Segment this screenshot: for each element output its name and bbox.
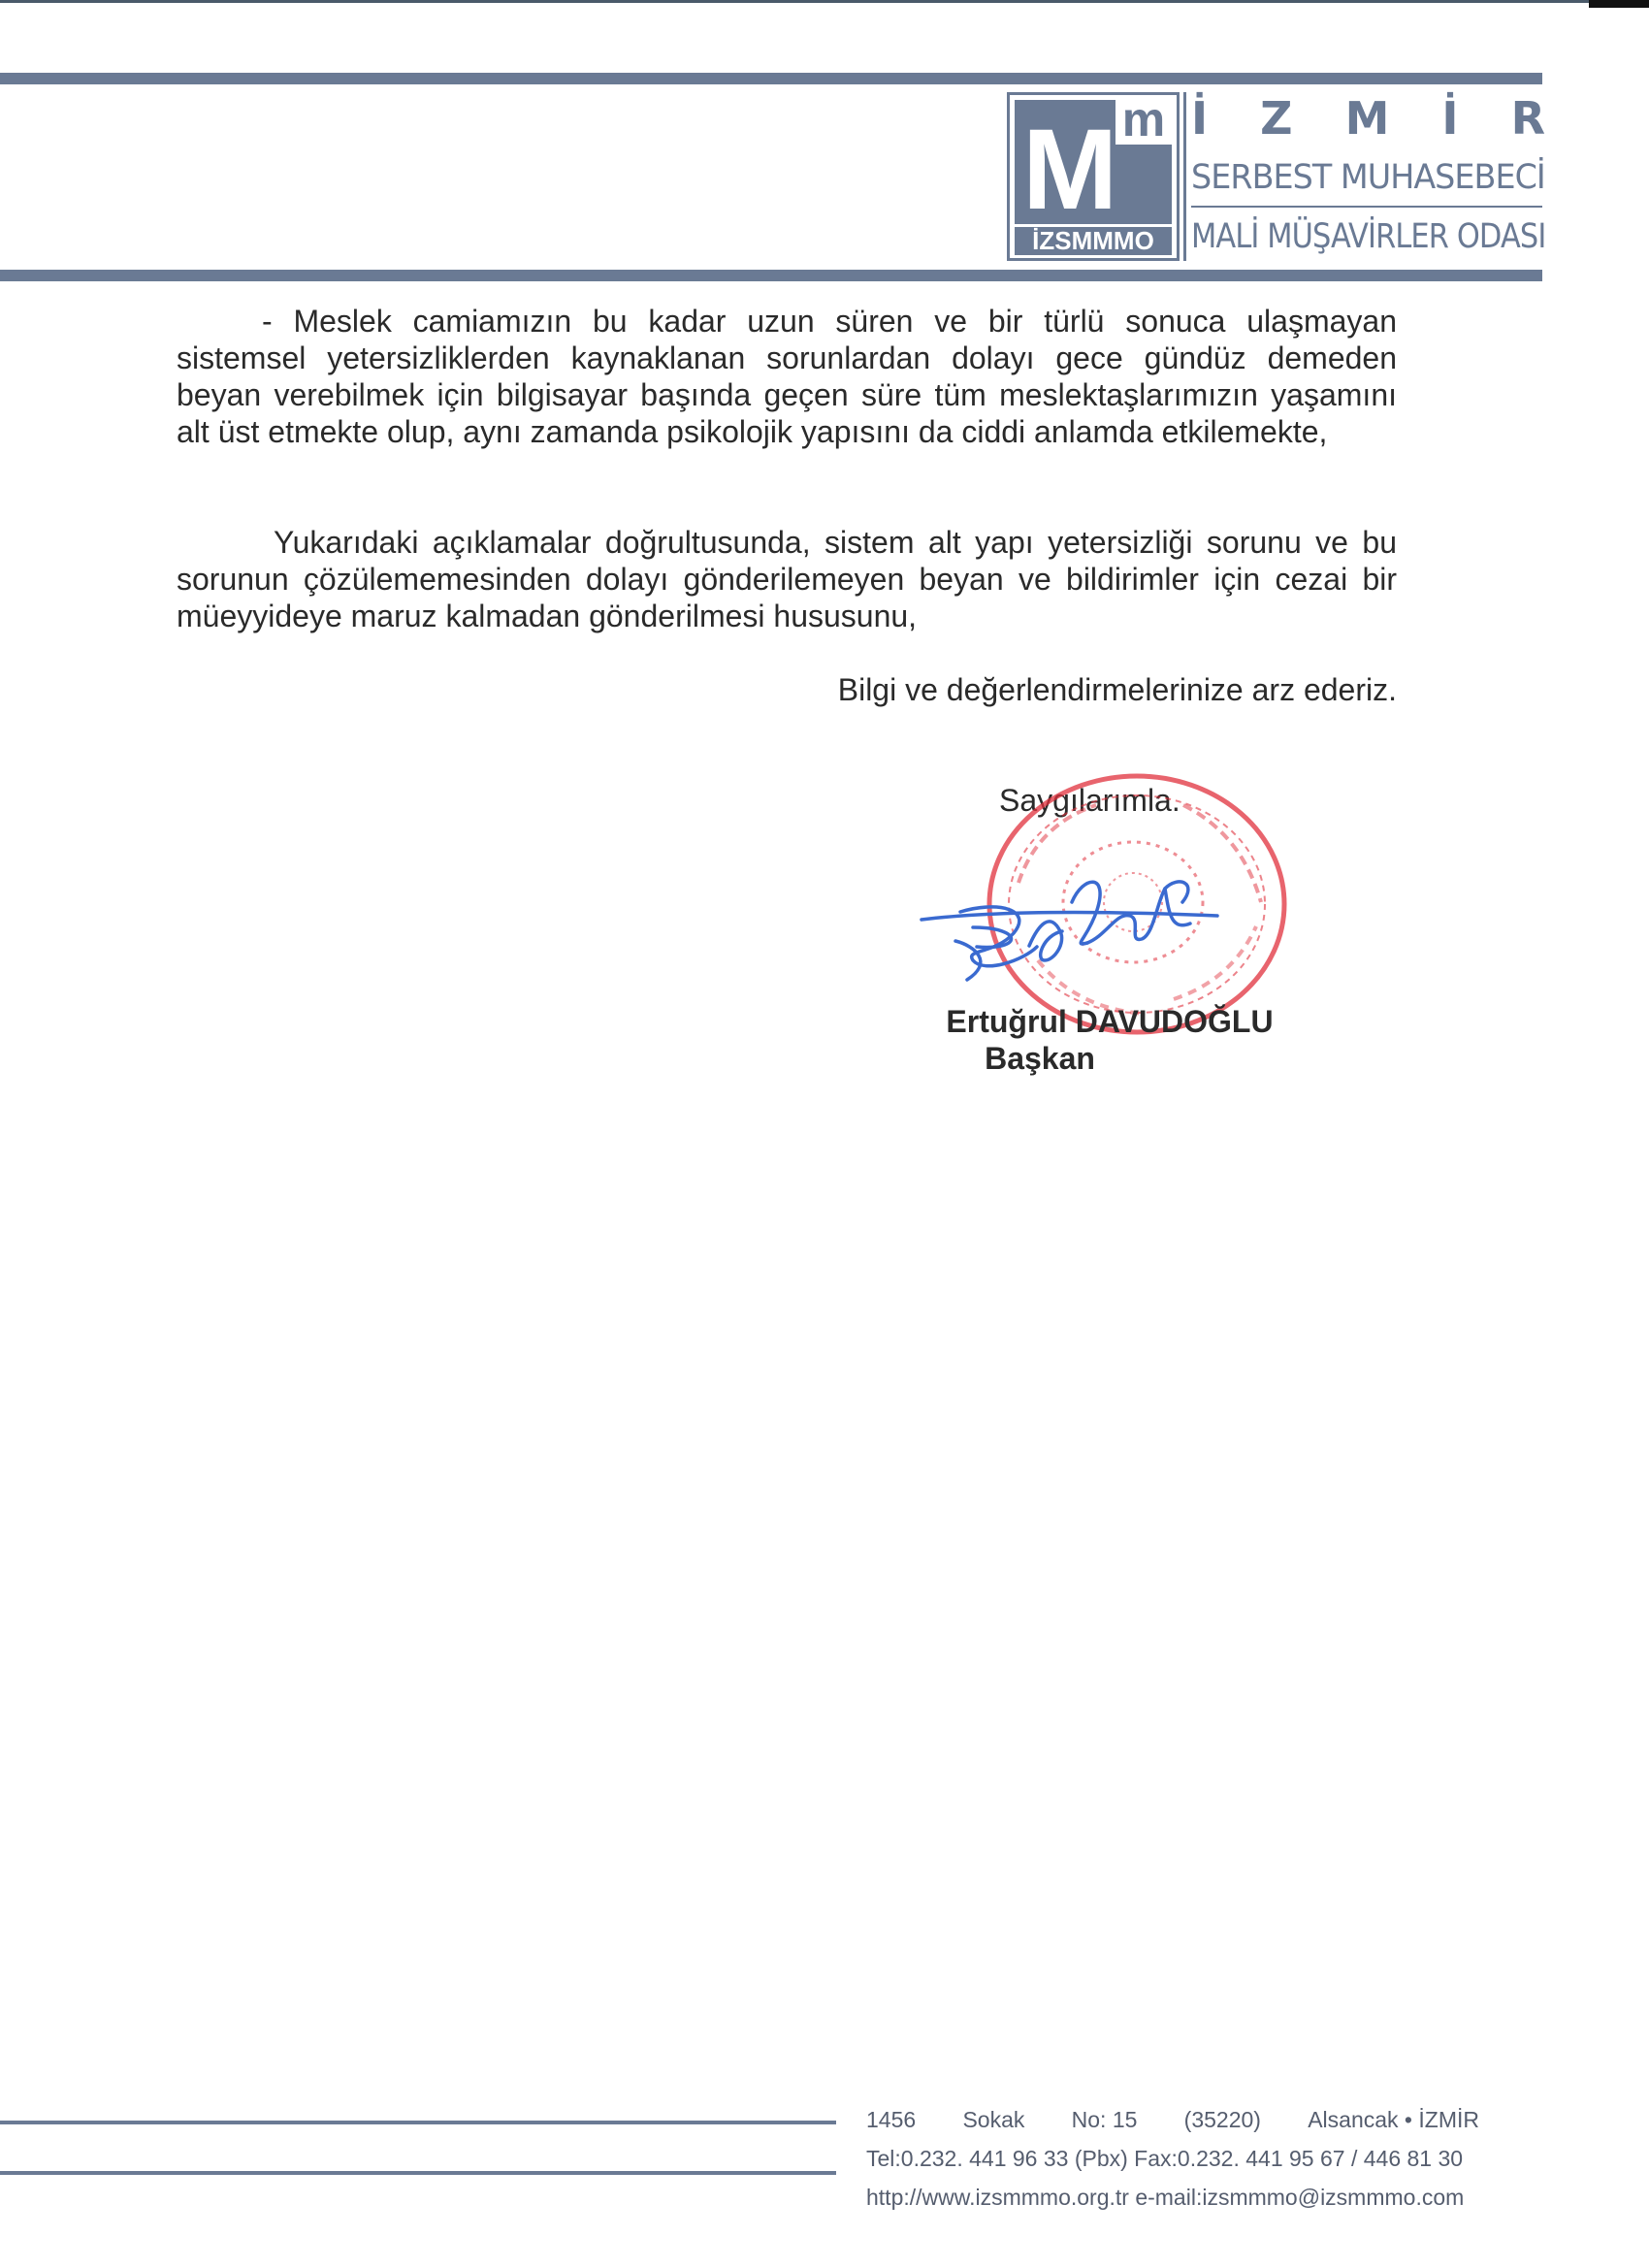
- letter-paragraph-1: [177, 303, 1397, 450]
- org-divider: [1183, 92, 1186, 261]
- org-city-letter: İ: [1441, 92, 1459, 145]
- footer-address-part: No: 15: [1071, 2107, 1138, 2132]
- footer-rule-top: [0, 2121, 836, 2124]
- footer-address: [866, 2105, 1479, 2134]
- footer-address-part: Alsancak • İZMİR: [1308, 2107, 1479, 2132]
- footer-address-part: Sokak: [962, 2107, 1025, 2132]
- org-city-letter: M: [1344, 92, 1390, 145]
- org-city-letter: Z: [1260, 92, 1293, 145]
- header-band-top: [0, 73, 1542, 84]
- closing-line: Bilgi ve değerlendirmelerinize arz ederiz.: [837, 672, 1397, 707]
- org-name-line2: MALİ MÜŞAVİRLER ODASI: [1191, 217, 1546, 256]
- org-name-line1: SERBEST MUHASEBECİ: [1191, 158, 1545, 197]
- logo-label: İZSMMMO: [1015, 224, 1172, 255]
- signer-name: Ertuğrul DAVUDOĞLU: [946, 1004, 1274, 1039]
- footer-rule-bottom: [0, 2171, 836, 2175]
- paragraph-text: Yukarıdaki açıklamalar doğrultusunda, sistem alt yapı yetersizliği sorunu ve bu sorunun çözülememesinden dolayı gönderilemeyen beyan ve bildirimler için cezai bir müeyyideye maruz kalmadan gönderilmesi hususunu,: [177, 525, 1397, 633]
- paragraph-text: - Meslek camiamızın bu kadar uzun süren ve bir türlü sonuca ulaşmayan sistemsel yetersizliklerden kaynaklanan sorunlardan dolayı gece gündüz demeden beyan verebilmek için bilgisayar başında geçen süre tüm meslektaşlarımızın yaşamını alt üst etmekte olup, aynı zamanda psikolojik yapısını da ciddi anlamda etkilemekte,: [177, 304, 1397, 449]
- signer-title: Başkan: [985, 1041, 1095, 1076]
- logo-letter-small: m: [1116, 100, 1172, 145]
- footer-address-part: (35220): [1183, 2107, 1261, 2132]
- logo-letter-large: M: [1022, 106, 1113, 234]
- letter-paragraph-2: [177, 524, 1397, 634]
- footer-phone: Tel:0.232. 441 96 33 (Pbx) Fax:0.232. 441 95 67 / 446 81 30: [866, 2146, 1464, 2171]
- izsmmmo-logo: [1007, 92, 1180, 261]
- scan-edge-line: [0, 0, 1591, 3]
- logo-panel: [1015, 92, 1172, 255]
- regards-text: Saygılarımla.: [999, 783, 1180, 818]
- handwritten-signature: [917, 854, 1227, 999]
- org-city: [1191, 89, 1545, 147]
- org-city-letter: İ: [1191, 92, 1209, 145]
- org-city-letter: R: [1510, 92, 1545, 145]
- org-rule: [1191, 206, 1542, 208]
- footer-web: http://www.izsmmmo.org.tr e-mail:izsmmmo@izsmmmo.com: [866, 2185, 1465, 2210]
- footer-address-part: 1456: [866, 2107, 917, 2132]
- scan-corner-mark: [1589, 0, 1649, 8]
- header-band-bottom: [0, 270, 1542, 281]
